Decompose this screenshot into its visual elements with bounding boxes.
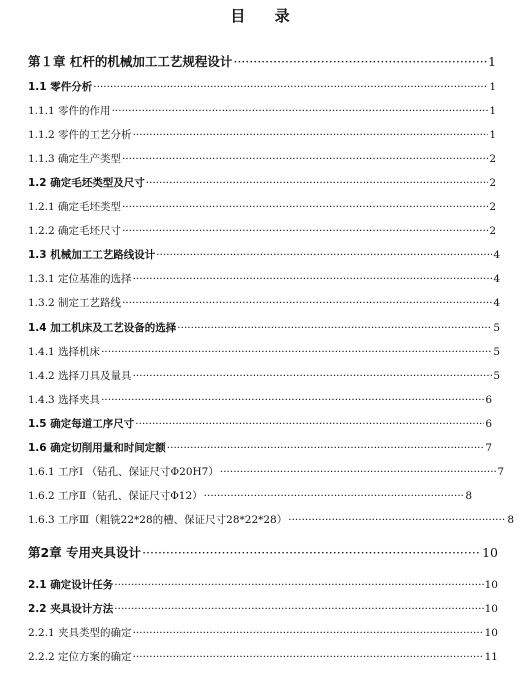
toc-entry-1-4-2	[28, 368, 500, 383]
toc-entry-1-6-1	[28, 464, 504, 479]
toc-leader-dots	[156, 249, 492, 261]
toc-leader-dots	[101, 346, 492, 358]
toc-leader-dots	[122, 225, 488, 237]
toc-entry-chapter-2	[28, 543, 498, 561]
toc-leader-dots	[122, 201, 488, 213]
toc-entry-label: 2.2.1 夹具类型的确定	[28, 627, 132, 639]
toc-leader-dots	[133, 129, 489, 141]
toc-entry-1-1-3	[28, 151, 496, 166]
toc-entry-page: 2	[489, 225, 496, 237]
toc-entry-label: 2.1 确定设计任务	[28, 579, 114, 591]
toc-entry-page: 10	[482, 545, 498, 560]
toc-entry-1-6	[28, 440, 492, 455]
toc-entry-page: 2	[489, 201, 496, 213]
toc-entry-1-2-2	[28, 223, 496, 238]
toc-entry-page: 5	[493, 370, 500, 382]
toc-entry-1-6-2	[28, 488, 472, 503]
toc-entry-label: 1.2 确定毛坯类型及尺寸	[28, 177, 145, 189]
toc-entry-label: 1.6.1 工序Ⅰ （钻孔、保证尺寸Φ20H7）	[28, 466, 219, 478]
toc-entry-label: 1.3.1 定位基准的选择	[28, 273, 132, 285]
toc-leader-dots	[93, 81, 488, 93]
toc-leader-dots	[135, 418, 484, 430]
toc-leader-dots	[204, 490, 465, 502]
toc-entry-2-2-2	[28, 649, 498, 664]
toc-entry-page: 2	[489, 153, 496, 165]
toc-entry-1-5	[28, 416, 492, 431]
toc-entry-1-3-1	[28, 271, 500, 286]
toc-entry-chapter-1	[28, 52, 496, 70]
toc-entry-page: 11	[484, 651, 498, 663]
toc-entry-1-4-1	[28, 344, 500, 359]
toc-leader-dots	[101, 394, 484, 406]
toc-entry-page: 1	[489, 105, 496, 117]
toc-entry-1-2-1	[28, 199, 496, 214]
toc-entry-label: 1.1.3 确定生产类型	[28, 153, 122, 165]
toc-entry-page: 7	[485, 442, 492, 454]
toc-entry-1-1-2	[28, 127, 496, 142]
toc-entry-page: 4	[493, 273, 500, 285]
toc-entry-page: 8	[507, 514, 514, 526]
toc-entry-page: 6	[485, 394, 492, 406]
toc-entry-label: 1.4.2 选择刀具及量具	[28, 370, 132, 382]
toc-entry-page: 4	[493, 297, 500, 309]
toc-entry-page: 5	[493, 322, 500, 334]
toc-leader-dots	[233, 54, 487, 69]
toc-entry-label: 2.2.2 定位方案的确定	[28, 651, 132, 663]
toc-entry-1-1-1	[28, 103, 496, 118]
toc-leader-dots	[112, 105, 489, 117]
toc-entry-page: 6	[485, 418, 492, 430]
toc-entry-2-2-1	[28, 625, 498, 640]
toc-entry-page: 10	[484, 627, 498, 639]
toc-entry-page: 5	[493, 346, 500, 358]
toc-leader-dots	[114, 579, 483, 591]
toc-entry-label: 1.2.1 确定毛坯类型	[28, 201, 122, 213]
toc-entry-label: 1.6.2 工序Ⅱ（钻孔、保证尺寸Φ12）	[28, 490, 203, 502]
toc-entry-label: 1.5 确定每道工序尺寸	[28, 418, 135, 430]
toc-leader-dots	[288, 514, 506, 526]
toc-entry-label: 1.3 机械加工工艺路线设计	[28, 249, 156, 261]
toc-entry-page: 1	[489, 129, 496, 141]
toc-entry-1-4	[28, 320, 500, 335]
toc-entry-page: 10	[484, 579, 498, 591]
toc-entry-1-1	[28, 79, 496, 94]
toc-entry-page: 1	[489, 81, 496, 93]
toc-entry-label: 1.1 零件分析	[28, 81, 93, 93]
toc-entry-1-6-3	[28, 512, 514, 527]
toc-entry-1-4-3	[28, 392, 492, 407]
toc-entry-label: 1.4.3 选择夹具	[28, 394, 101, 406]
toc-leader-dots	[177, 322, 492, 334]
toc-leader-dots	[133, 651, 484, 663]
toc-leader-dots	[220, 466, 496, 478]
toc-entry-label: 第１章 杠杆的机械加工工艺规程设计	[28, 54, 233, 69]
toc-leader-dots	[122, 297, 492, 309]
toc-entry-label: 第2章 专用夹具设计	[28, 545, 142, 560]
toc-entry-label: 2.2 夹具设计方法	[28, 603, 114, 615]
toc-entry-page: 1	[488, 54, 496, 69]
toc-leader-dots	[122, 153, 488, 165]
toc-entry-label: 1.6.3 工序Ⅲ（粗铣22*28的槽、保证尺寸28*22*28）	[28, 514, 288, 526]
toc-entry-1-3	[28, 247, 500, 262]
toc-leader-dots	[133, 273, 493, 285]
toc-entry-page: 7	[497, 466, 504, 478]
toc-entry-1-2	[28, 175, 496, 190]
toc-entry-label: 1.3.2 制定工艺路线	[28, 297, 122, 309]
toc-entry-1-3-2	[28, 295, 500, 310]
toc-leader-dots	[114, 603, 483, 615]
toc-entry-label: 1.1.1 零件的作用	[28, 105, 111, 117]
toc-leader-dots	[142, 545, 481, 560]
toc-entry-label: 1.4 加工机床及工艺设备的选择	[28, 322, 177, 334]
toc-entry-2-1	[28, 577, 498, 592]
toc-entry-label: 1.4.1 选择机床	[28, 346, 101, 358]
toc-entry-label: 1.2.2 确定毛坯尺寸	[28, 225, 122, 237]
toc-leader-dots	[133, 627, 484, 639]
page-title: 目 录	[230, 7, 302, 25]
toc-leader-dots	[133, 370, 493, 382]
toc-leader-dots	[167, 442, 485, 454]
toc-entry-page: 10	[484, 603, 498, 615]
toc-entry-label: 1.1.2 零件的工艺分析	[28, 129, 132, 141]
toc-entry-page: 8	[465, 490, 472, 502]
toc-entry-page: 2	[489, 177, 496, 189]
toc-entry-label: 1.6 确定切削用量和时间定额	[28, 442, 166, 454]
toc-entry-page: 4	[493, 249, 500, 261]
toc-entry-2-2	[28, 601, 498, 616]
toc-leader-dots	[146, 177, 489, 189]
